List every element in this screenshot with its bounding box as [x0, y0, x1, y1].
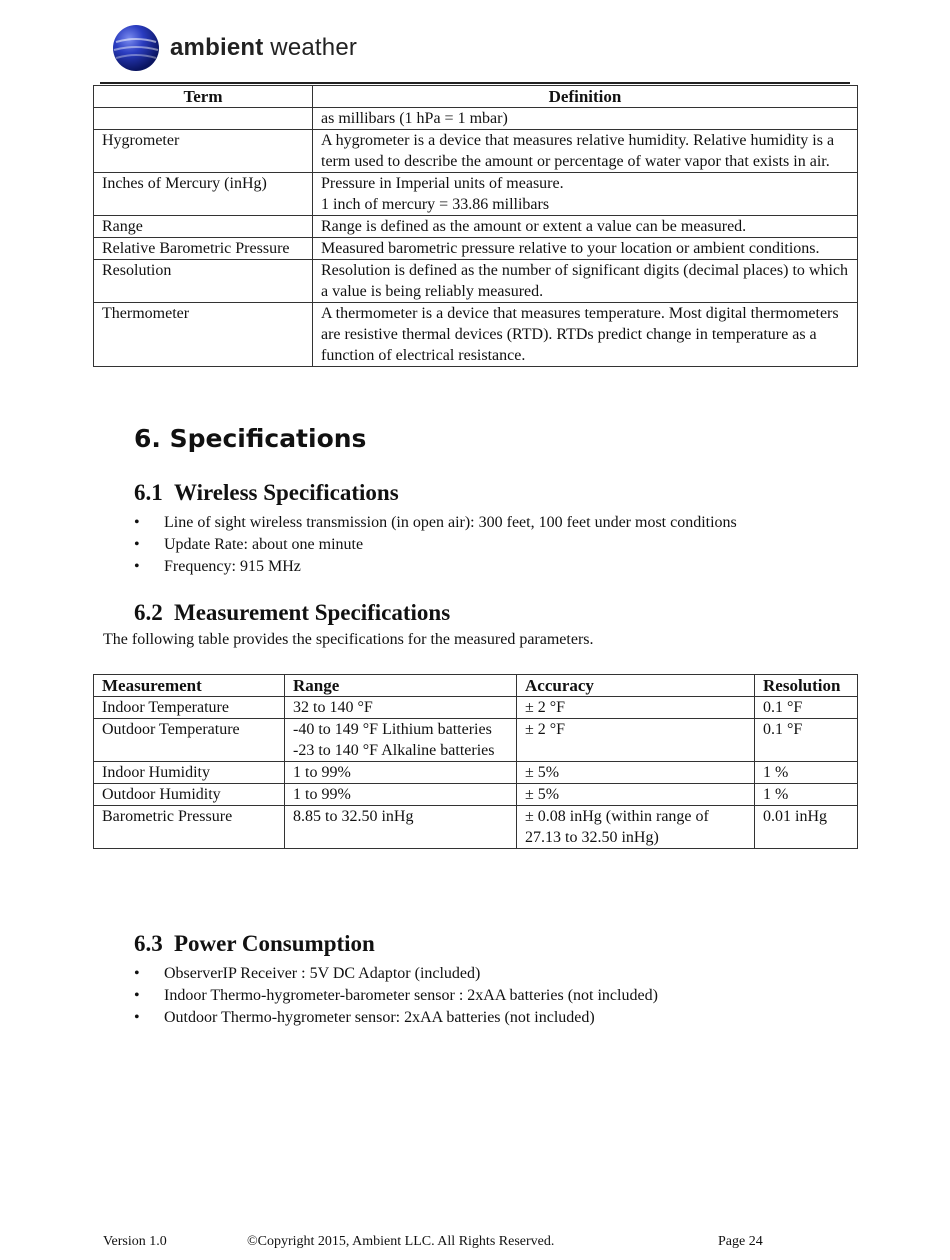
resolution-cell: 0.1 °F: [755, 719, 858, 762]
section-heading-measurement: [134, 600, 450, 626]
logo-word-weather: weather: [270, 34, 358, 61]
range-line: -23 to 140 °F Alkaline batteries: [293, 742, 495, 759]
definition-line: A thermometer is a device that measures temperature. Most digital thermometers are resistive thermal devices (RTD). RTDs predict change in temperature as a function of electrical resistance.: [321, 305, 839, 364]
column-header-term: Term: [94, 86, 313, 108]
section-number: 6.3: [134, 931, 163, 956]
table-row: [94, 216, 858, 238]
bullet-icon: •: [134, 1009, 140, 1026]
accuracy-cell: ± 5%: [517, 784, 755, 806]
column-header-resolution: Resolution: [755, 675, 858, 697]
measurement-cell: Outdoor Temperature: [94, 719, 285, 762]
term-cell: Range: [94, 216, 313, 238]
definition-line: as millibars (1 hPa = 1 mbar): [321, 110, 508, 127]
power-spec-list: [134, 963, 658, 1029]
table-row: [94, 130, 858, 173]
footer-page-number: Page 24: [718, 1234, 763, 1249]
measurement-cell: Indoor Temperature: [94, 697, 285, 719]
definition-line: Measured barometric pressure relative to your location or ambient conditions.: [321, 240, 820, 257]
definition-cell: [313, 303, 858, 367]
table-row: [94, 762, 858, 784]
definition-cell: [313, 260, 858, 303]
section-number: 6.1: [134, 480, 163, 505]
accuracy-cell: ± 2 °F: [517, 697, 755, 719]
column-header-definition: Definition: [313, 86, 858, 108]
list-item: [134, 534, 737, 556]
definition-line: Resolution is defined as the number of significant digits (decimal places) to which a value is being reliably measured.: [321, 262, 848, 300]
section-title: Measurement Specifications: [174, 600, 451, 625]
table-header-row: [94, 86, 858, 108]
list-item: [134, 556, 737, 578]
table-row: [94, 303, 858, 367]
table-row: [94, 806, 858, 849]
range-cell: [285, 762, 517, 784]
range-line: 32 to 140 °F: [293, 699, 373, 716]
bullet-icon: •: [134, 558, 140, 575]
list-item-text: Indoor Thermo-hygrometer-barometer sensor : 2xAA batteries (not included): [164, 987, 658, 1004]
column-header-accuracy: Accuracy: [517, 675, 755, 697]
list-item-text: Line of sight wireless transmission (in open air): 300 feet, 100 feet under most conditions: [164, 514, 737, 531]
table-row: [94, 784, 858, 806]
table-row: [94, 719, 858, 762]
list-item-text: Update Rate: about one minute: [164, 536, 364, 553]
resolution-cell: 1 %: [755, 784, 858, 806]
term-cell: Thermometer: [94, 303, 313, 367]
definition-line: 1 inch of mercury = 33.86 millibars: [321, 196, 550, 213]
section-title: Wireless Specifications: [174, 480, 399, 505]
definition-cell: [313, 238, 858, 260]
range-cell: [285, 806, 517, 849]
definition-cell: [313, 216, 858, 238]
accuracy-cell: ± 2 °F: [517, 719, 755, 762]
list-item: [134, 1007, 658, 1029]
bullet-icon: •: [134, 536, 140, 553]
definition-line: A hygrometer is a device that measures relative humidity. Relative humidity is a term used to describe the amount or percentage of water vapor that exists in air.: [321, 132, 835, 170]
section-heading-wireless: [134, 480, 399, 506]
resolution-cell: 0.1 °F: [755, 697, 858, 719]
table-row: [94, 260, 858, 303]
section-number: 6.2: [134, 600, 163, 625]
range-line: 8.85 to 32.50 inHg: [293, 808, 414, 825]
range-cell: [285, 784, 517, 806]
bullet-icon: •: [134, 987, 140, 1004]
column-header-measurement: Measurement: [94, 675, 285, 697]
definition-cell: [313, 173, 858, 216]
section-title: Power Consumption: [174, 931, 375, 956]
range-line: 1 to 99%: [293, 786, 351, 803]
wireless-spec-list: [134, 512, 737, 578]
bullet-icon: •: [134, 514, 140, 531]
section-heading-specifications: 6. Specifications: [134, 424, 367, 453]
bullet-icon: •: [134, 965, 140, 982]
term-cell: [94, 108, 313, 130]
measurement-specs-table: [93, 674, 858, 849]
range-cell: [285, 719, 517, 762]
column-header-range: Range: [285, 675, 517, 697]
term-cell: Resolution: [94, 260, 313, 303]
range-line: 1 to 99%: [293, 764, 351, 781]
measurement-cell: Barometric Pressure: [94, 806, 285, 849]
logo-word-ambient: ambient: [170, 34, 264, 61]
term-cell: Relative Barometric Pressure: [94, 238, 313, 260]
range-cell: [285, 697, 517, 719]
list-item-text: Frequency: 915 MHz: [164, 558, 301, 575]
definition-cell: [313, 108, 858, 130]
list-item: [134, 985, 658, 1007]
accuracy-cell: ± 0.08 inHg (within range of 27.13 to 32.50 inHg): [517, 806, 755, 849]
table-row: [94, 697, 858, 719]
resolution-cell: 1 %: [755, 762, 858, 784]
footer-version: Version 1.0: [103, 1234, 167, 1249]
definition-cell: [313, 130, 858, 173]
table-row: [94, 173, 858, 216]
header-divider: [100, 82, 850, 84]
globe-logo-icon: [112, 24, 160, 72]
list-item: [134, 512, 737, 534]
table-header-row: [94, 675, 858, 697]
resolution-cell: 0.01 inHg: [755, 806, 858, 849]
list-item: [134, 963, 658, 985]
table-row: [94, 108, 858, 130]
range-line: -40 to 149 °F Lithium batteries: [293, 721, 492, 738]
term-cell: Hygrometer: [94, 130, 313, 173]
list-item-text: Outdoor Thermo-hygrometer sensor: 2xAA batteries (not included): [164, 1009, 595, 1026]
footer-copyright: ©Copyright 2015, Ambient LLC. All Rights Reserved.: [247, 1234, 555, 1249]
definition-line: Range is defined as the amount or extent a value can be measured.: [321, 218, 747, 235]
section-heading-power: [134, 931, 375, 957]
table-row: [94, 238, 858, 260]
term-cell: Inches of Mercury (inHg): [94, 173, 313, 216]
measurement-cell: Outdoor Humidity: [94, 784, 285, 806]
measurement-cell: Indoor Humidity: [94, 762, 285, 784]
measurement-intro-text: The following table provides the specifications for the measured parameters.: [103, 631, 594, 648]
list-item-text: ObserverIP Receiver : 5V DC Adaptor (included): [164, 965, 481, 982]
definition-line: Pressure in Imperial units of measure.: [321, 175, 564, 192]
terms-table: [93, 85, 858, 367]
brand-logo-text: [170, 34, 357, 62]
accuracy-cell: ± 5%: [517, 762, 755, 784]
page-header: [112, 22, 357, 74]
